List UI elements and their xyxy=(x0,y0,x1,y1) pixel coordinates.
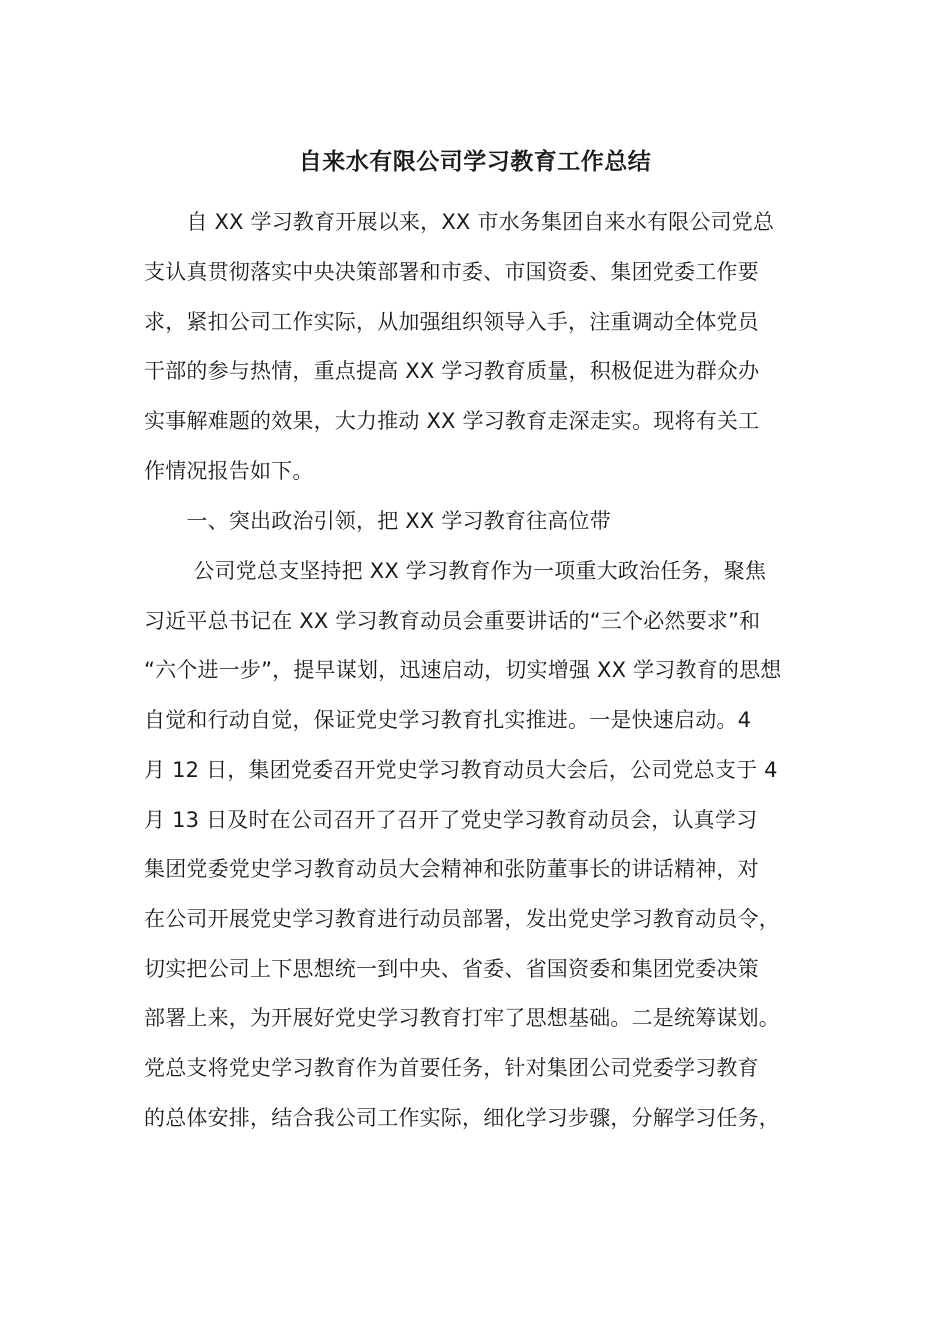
body-line: 月 13 日及时在公司召开了召开了党史学习教育动员会，认真学习 xyxy=(144,808,758,832)
body-line: 作情况报告如下。 xyxy=(144,459,314,483)
document-title: 自来水有限公司学习教育工作总结 xyxy=(298,149,652,175)
body-line: “六个进一步”，提早谋划，迅速启动，切实增强 XX 学习教育的思想 xyxy=(144,658,782,682)
body-line: 集团党委党史学习教育动员大会精神和张防董事长的讲话精神，对 xyxy=(144,857,759,881)
body-line: 自觉和行动自觉，保证党史学习教育扎实推进。一是快速启动。4 xyxy=(144,708,752,732)
body-line: 求，紧扣公司工作实际，从加强组织领导入手，注重调动全体党员 xyxy=(144,310,759,334)
body-line: 实事解难题的效果，大力推动 XX 学习教育走深走实。现将有关工 xyxy=(144,409,760,433)
body-line: 在公司开展党史学习教育进行动员部署，发出党史学习教育动员令， xyxy=(144,907,780,931)
section-heading: 一、突出政治引领，把 XX 学习教育往高位带 xyxy=(144,509,611,533)
body-line: 月 12 日，集团党委召开党史学习教育动员大会后，公司党总支于 4 xyxy=(144,758,778,782)
body-line: 支认真贯彻落实中央决策部署和市委、市国资委、集团党委工作要 xyxy=(144,260,759,284)
body-line: 党总支将党史学习教育作为首要任务，针对集团公司党委学习教育 xyxy=(144,1056,759,1080)
body-line: 自 XX 学习教育开展以来，XX 市水务集团自来水有限公司党总 xyxy=(144,210,775,234)
body-line: 切实把公司上下思想统一到中央、省委、省国资委和集团党委决策 xyxy=(144,957,759,981)
body-line: 的总体安排，结合我公司工作实际，细化学习步骤，分解学习任务， xyxy=(144,1106,780,1130)
body-line: 部署上来，为开展好党史学习教育打牢了思想基础。二是统筹谋划。 xyxy=(144,1006,780,1030)
body-line: 习近平总书记在 XX 学习教育动员会重要讲话的“三个必然要求”和 xyxy=(144,609,761,633)
body-line: 公司党总支坚持把 XX 学习教育作为一项重大政治任务，聚焦 xyxy=(144,559,767,583)
body-line: 干部的参与热情，重点提高 XX 学习教育质量，积极促进为群众办 xyxy=(144,359,760,383)
